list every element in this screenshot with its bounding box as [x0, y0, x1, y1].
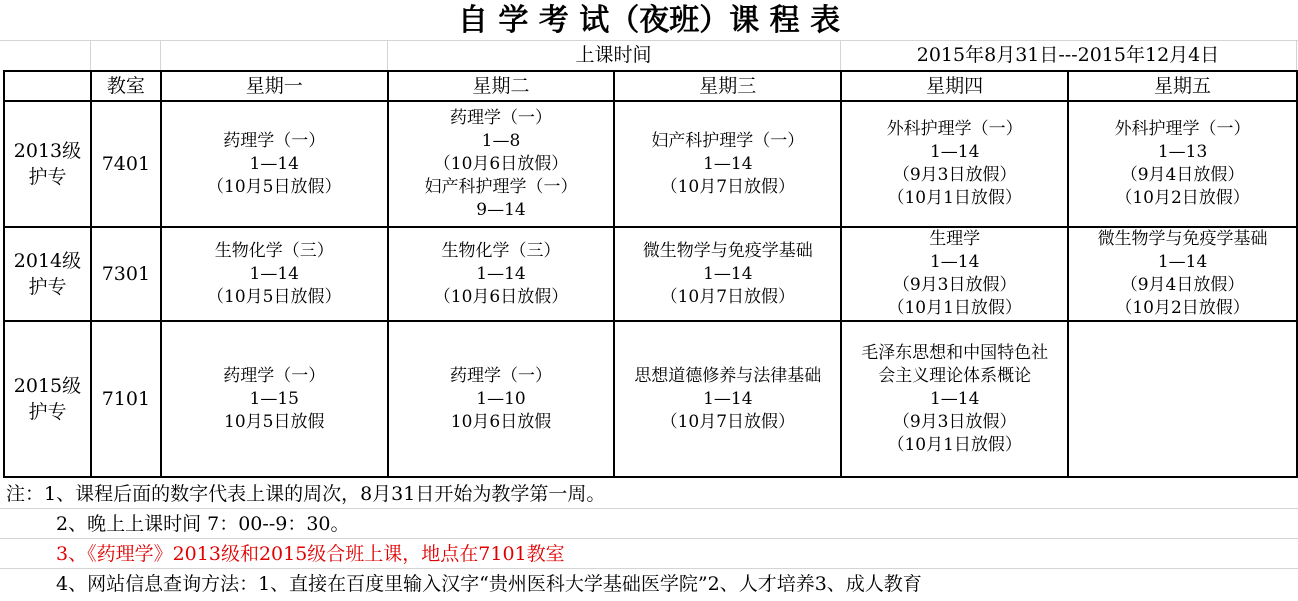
page-title: 自 学 考 试（夜班）课 程 表 — [457, 3, 841, 38]
course-line: 1—14 — [249, 263, 299, 284]
course-cell — [1068, 101, 1297, 227]
grade-line: 护专 — [28, 276, 67, 298]
course-cell — [388, 101, 615, 227]
course-line: 思想道德修养与法律基础 — [634, 365, 822, 386]
header-cell-room: 教室 — [91, 71, 161, 101]
course-line: 1—14 — [929, 388, 980, 409]
course-line: 微生物学与免疫学基础 — [642, 240, 813, 261]
course-cell — [1068, 321, 1297, 477]
course-line: （10月7日放假） — [660, 286, 796, 307]
note-1: 注：1、课程后面的数字代表上课的周次，8月31日开始为教学第一周。 — [6, 483, 606, 505]
course-line: 1—14 — [929, 252, 980, 272]
header-cell-friday: 星期五 — [1068, 71, 1297, 101]
course-line: （10月6日放假） — [433, 286, 569, 307]
gridline — [90, 40, 91, 70]
grade-line: 护专 — [28, 401, 67, 423]
course-line: （9月3日放假） — [892, 275, 1017, 295]
room-cell: 7401 — [91, 101, 161, 227]
header-cell-tuesday: 星期二 — [388, 71, 615, 101]
course-line: （10月1日放假） — [887, 298, 1022, 318]
note-2: 2、晚上上课时间 7：00--9：30。 — [56, 513, 350, 535]
gridline — [160, 40, 161, 70]
course-cell — [388, 227, 615, 321]
course-cell — [614, 101, 841, 227]
course-line: 外科护理学（一） — [886, 119, 1023, 139]
header-cell-wednesday: 星期三 — [614, 71, 841, 101]
course-line: 药理学（一） — [223, 130, 326, 151]
course-line: 妇产科护理学（一） — [651, 130, 805, 151]
grade-cell — [4, 101, 91, 227]
course-line: 生理学 — [929, 229, 981, 249]
table-row — [4, 101, 1297, 227]
course-cell — [841, 321, 1068, 477]
course-line: （9月3日放假） — [892, 165, 1017, 185]
grade-line: 2013级 — [13, 140, 82, 162]
header-cell-monday: 星期一 — [161, 71, 388, 101]
course-line: 10月6日放假 — [450, 411, 552, 432]
course-line: 9—14 — [476, 199, 526, 220]
course-line: 生物化学（三） — [441, 240, 561, 261]
course-line: （10月2日放假） — [1115, 298, 1250, 318]
note-4: 4、网站信息查询方法：1、直接在百度里输入汉字“贵州医科大学基础医学院”2、人才培养3、成人教育 — [56, 573, 922, 595]
header-row — [4, 71, 1297, 101]
grade-line: 2014级 — [13, 250, 82, 272]
table-row — [4, 321, 1297, 477]
grade-cell — [4, 227, 91, 321]
course-line: （9月4日放假） — [1120, 165, 1245, 185]
course-cell — [161, 101, 388, 227]
note-3-highlight: 3、《药理学》2013级和2015级合班上课，地点在7101教室 — [56, 543, 565, 565]
gridline — [1296, 40, 1297, 70]
course-line: 药理学（一） — [449, 365, 552, 386]
time-label: 上课时间 — [575, 44, 652, 66]
course-cell — [1068, 227, 1297, 321]
course-line: 1—14 — [703, 153, 753, 174]
course-line: 1—14 — [703, 263, 753, 284]
course-line: 妇产科护理学（一） — [424, 176, 578, 197]
course-cell — [614, 227, 841, 321]
grade-cell — [4, 321, 91, 477]
course-line: 1—14 — [1157, 252, 1208, 272]
course-line: （9月3日放假） — [892, 411, 1017, 432]
header-cell-thursday: 星期四 — [841, 71, 1068, 101]
course-line: 生物化学（三） — [214, 240, 334, 261]
date-range: 2015年8月31日---2015年12月4日 — [916, 44, 1220, 66]
course-line: （10月6日放假） — [433, 153, 569, 174]
course-line: （10月5日放假） — [207, 286, 342, 307]
course-line: 1—14 — [703, 388, 753, 409]
room-cell: 7101 — [91, 321, 161, 477]
table-row — [4, 227, 1297, 321]
course-line: （10月1日放假） — [887, 188, 1022, 208]
course-line: 1—14 — [929, 142, 980, 162]
course-line: 微生物学与免疫学基础 — [1097, 229, 1268, 249]
course-line: 外科护理学（一） — [1114, 119, 1251, 139]
course-line: （9月4日放假） — [1120, 275, 1245, 295]
course-line: 1—8 — [481, 130, 521, 151]
course-cell — [161, 227, 388, 321]
room-cell: 7301 — [91, 227, 161, 321]
course-line: （10月7日放假） — [660, 411, 796, 432]
course-cell — [841, 101, 1068, 227]
grade-line: 护专 — [28, 166, 67, 188]
course-line: 药理学（一） — [223, 365, 326, 386]
course-line: 1—15 — [249, 388, 299, 409]
course-cell — [841, 227, 1068, 321]
course-line: 10月5日放假 — [224, 411, 325, 432]
course-line: 1—13 — [1157, 142, 1208, 162]
course-line: 毛泽东思想和中国特色社 — [861, 342, 1049, 363]
course-cell — [614, 321, 841, 477]
course-line: 1—14 — [249, 153, 299, 174]
course-cell — [388, 321, 615, 477]
course-line: （10月2日放假） — [1115, 188, 1250, 208]
header-cell-blank — [4, 71, 91, 101]
course-line: （10月1日放假） — [887, 434, 1022, 455]
grade-line: 2015级 — [13, 375, 82, 397]
course-line: 1—14 — [476, 263, 526, 284]
course-line: 药理学（一） — [449, 107, 552, 128]
schedule-table — [3, 70, 1298, 478]
course-line: （10月5日放假） — [207, 176, 342, 197]
course-line: （10月7日放假） — [660, 176, 796, 197]
course-line: 会主义理论体系概论 — [878, 365, 1032, 386]
course-cell — [161, 321, 388, 477]
course-line: 1—10 — [476, 388, 526, 409]
